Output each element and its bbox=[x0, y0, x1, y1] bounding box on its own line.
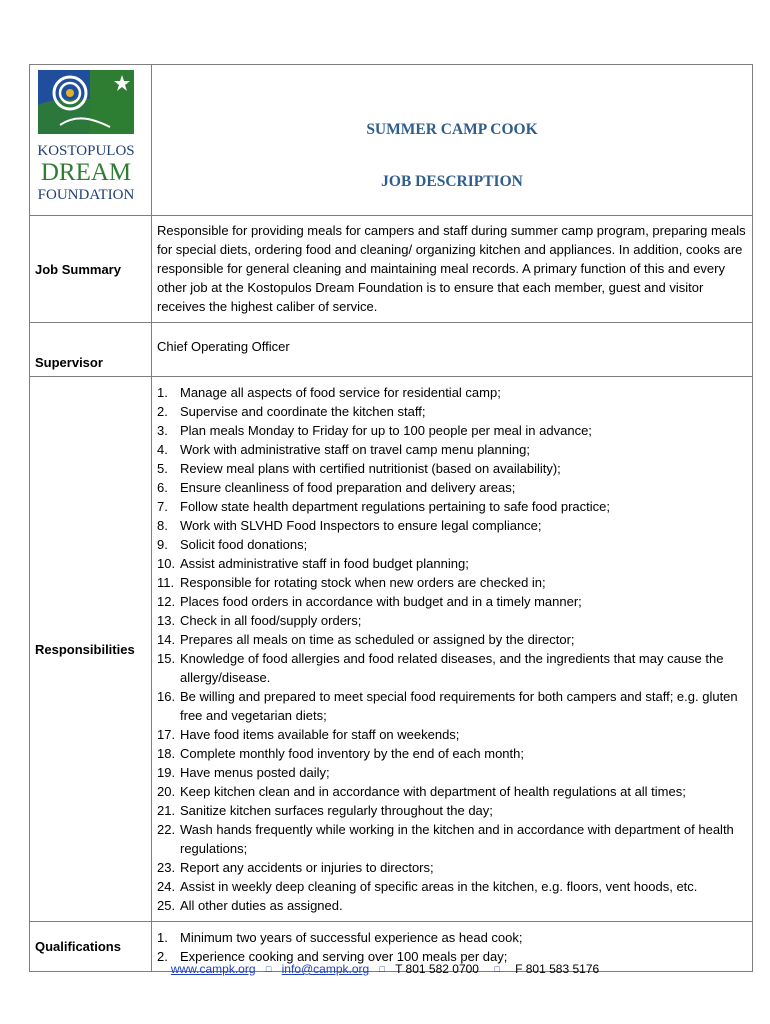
list-item-text: All other duties as assigned. bbox=[180, 898, 343, 913]
list-item-number: 15. bbox=[157, 651, 176, 666]
list-item bbox=[157, 497, 747, 516]
list-item bbox=[157, 459, 747, 478]
fax-number: F 801 583 5176 bbox=[515, 962, 600, 976]
list-item bbox=[157, 421, 747, 440]
list-item-number: 8. bbox=[157, 518, 168, 533]
list-item-number: 24. bbox=[157, 879, 176, 894]
list-item-number: 21. bbox=[157, 803, 176, 818]
list-item-text: Wash hands frequently while working in the kitchen and in accordance with department of health regulations; bbox=[180, 822, 734, 856]
list-item-number: 1. bbox=[157, 385, 168, 400]
list-item-number: 19. bbox=[157, 765, 176, 780]
separator-icon: □ bbox=[379, 964, 385, 974]
list-item bbox=[157, 516, 747, 535]
list-item-text: Prepares all meals on time as scheduled or assigned by the director; bbox=[180, 632, 575, 647]
kostopulos-dream-foundation-logo bbox=[30, 65, 151, 210]
footer bbox=[0, 962, 770, 976]
list-item-number: 25. bbox=[157, 898, 176, 913]
list-item-number: 13. bbox=[157, 613, 176, 628]
job-summary-label: Job Summary bbox=[30, 216, 152, 323]
list-item-text: Check in all food/supply orders; bbox=[180, 613, 362, 628]
supervisor-label: Supervisor bbox=[30, 323, 152, 377]
list-item bbox=[157, 383, 747, 402]
phone-number: T 801 582 0700 bbox=[395, 962, 479, 976]
list-item-text: Follow state health department regulations pertaining to safe food practice; bbox=[180, 499, 610, 514]
list-item-number: 18. bbox=[157, 746, 176, 761]
page-title: SUMMER CAMP COOK bbox=[366, 121, 538, 138]
supervisor-text: Chief Operating Officer bbox=[152, 323, 753, 377]
list-item-number: 10. bbox=[157, 556, 176, 571]
qualifications-label: Qualifications bbox=[30, 922, 152, 972]
list-item-number: 14. bbox=[157, 632, 176, 647]
list-item-text: Supervise and coordinate the kitchen staff; bbox=[180, 404, 426, 419]
job-description-table bbox=[29, 64, 753, 972]
list-item-number: 23. bbox=[157, 860, 176, 875]
separator-icon: □ bbox=[265, 964, 272, 974]
list-item-text: Report any accidents or injuries to directors; bbox=[180, 860, 434, 875]
separator-icon: □ bbox=[494, 964, 500, 974]
list-item-text: Assist administrative staff in food budget planning; bbox=[180, 556, 469, 571]
qualifications-list bbox=[157, 928, 747, 966]
page-subtitle: JOB DESCRIPTION bbox=[381, 173, 523, 190]
list-item-number: 4. bbox=[157, 442, 168, 457]
list-item-text: Assist in weekly deep cleaning of specific areas in the kitchen, e.g. floors, vent hoods, etc. bbox=[180, 879, 698, 894]
list-item-text: Work with SLVHD Food Inspectors to ensure legal compliance; bbox=[180, 518, 542, 533]
list-item-text: Have menus posted daily; bbox=[180, 765, 330, 780]
list-item bbox=[157, 687, 747, 725]
list-item-text: Review meal plans with certified nutritionist (based on availability); bbox=[180, 461, 561, 476]
list-item-text: Places food orders in accordance with budget and in a timely manner; bbox=[180, 594, 582, 609]
list-item bbox=[157, 744, 747, 763]
list-item-number: 7. bbox=[157, 499, 168, 514]
svg-text:DREAM: DREAM bbox=[40, 159, 132, 186]
list-item-text: Responsible for rotating stock when new orders are checked in; bbox=[180, 575, 546, 590]
list-item bbox=[157, 782, 747, 801]
list-item bbox=[157, 402, 747, 421]
list-item-text: Solicit food donations; bbox=[180, 537, 308, 552]
svg-text:KOSTOPULOS: KOSTOPULOS bbox=[37, 143, 135, 159]
responsibilities-cell bbox=[152, 377, 753, 922]
list-item bbox=[157, 928, 747, 947]
list-item-number: 1. bbox=[157, 930, 168, 945]
list-item-text: Experience cooking and serving over 100 meals per day; bbox=[180, 949, 508, 964]
list-item bbox=[157, 478, 747, 497]
list-item bbox=[157, 573, 747, 592]
responsibilities-list bbox=[157, 383, 747, 915]
list-item-text: Complete monthly food inventory by the end of each month; bbox=[180, 746, 524, 761]
job-summary-text: Responsible for providing meals for campers and staff during summer camp program, preparing meals for special diets, ordering food and cleaning/ organizing kitchen and appliances. In addition, cooks are responsible for general cleaning and maintaining meal records. A primary function of this and every other job at the Kostopulos Dream Foundation is to ensure that each member, guest and visitor receives the highest caliber of service. bbox=[152, 216, 753, 323]
list-item-text: Sanitize kitchen surfaces regularly throughout the day; bbox=[180, 803, 493, 818]
list-item bbox=[157, 649, 747, 687]
responsibilities-label: Responsibilities bbox=[30, 377, 152, 922]
list-item bbox=[157, 630, 747, 649]
list-item-number: 16. bbox=[157, 689, 176, 704]
list-item-number: 12. bbox=[157, 594, 176, 609]
list-item bbox=[157, 896, 747, 915]
list-item-text: Keep kitchen clean and in accordance with department of health regulations at all times; bbox=[180, 784, 686, 799]
list-item-number: 20. bbox=[157, 784, 176, 799]
list-item-number: 22. bbox=[157, 822, 176, 837]
list-item-text: Be willing and prepared to meet special food requirements for both campers and staff; e.g. gluten free and vegetarian diets; bbox=[180, 689, 738, 723]
list-item-number: 17. bbox=[157, 727, 176, 742]
list-item-text: Ensure cleanliness of food preparation and delivery areas; bbox=[180, 480, 516, 495]
list-item-number: 2. bbox=[157, 949, 168, 964]
list-item-text: Work with administrative staff on travel camp menu planning; bbox=[180, 442, 530, 457]
list-item bbox=[157, 440, 747, 459]
list-item-number: 9. bbox=[157, 537, 168, 552]
list-item-text: Plan meals Monday to Friday for up to 100 people per meal in advance; bbox=[180, 423, 592, 438]
list-item bbox=[157, 554, 747, 573]
list-item-number: 3. bbox=[157, 423, 168, 438]
list-item bbox=[157, 763, 747, 782]
list-item-text: Have food items available for staff on weekends; bbox=[180, 727, 460, 742]
list-item bbox=[157, 801, 747, 820]
svg-text:FOUNDATION: FOUNDATION bbox=[37, 187, 135, 203]
list-item bbox=[157, 725, 747, 744]
list-item-text: Manage all aspects of food service for residential camp; bbox=[180, 385, 501, 400]
email-link[interactable]: info@campk.org bbox=[281, 962, 370, 976]
list-item-number: 11. bbox=[157, 575, 175, 590]
list-item bbox=[157, 877, 747, 896]
list-item bbox=[157, 611, 747, 630]
list-item bbox=[157, 858, 747, 877]
list-item-number: 6. bbox=[157, 480, 168, 495]
logo-cell bbox=[30, 65, 152, 216]
list-item bbox=[157, 592, 747, 611]
list-item-number: 2. bbox=[157, 404, 168, 419]
list-item-text: Knowledge of food allergies and food related diseases, and the ingredients that may cause the allergy/disease. bbox=[180, 651, 724, 685]
list-item-number: 5. bbox=[157, 461, 168, 476]
list-item bbox=[157, 820, 747, 858]
title-cell bbox=[152, 65, 753, 216]
website-link[interactable]: www.campk.org bbox=[170, 962, 256, 976]
job-description-document bbox=[29, 64, 752, 972]
list-item bbox=[157, 535, 747, 554]
list-item-text: Minimum two years of successful experience as head cook; bbox=[180, 930, 523, 945]
